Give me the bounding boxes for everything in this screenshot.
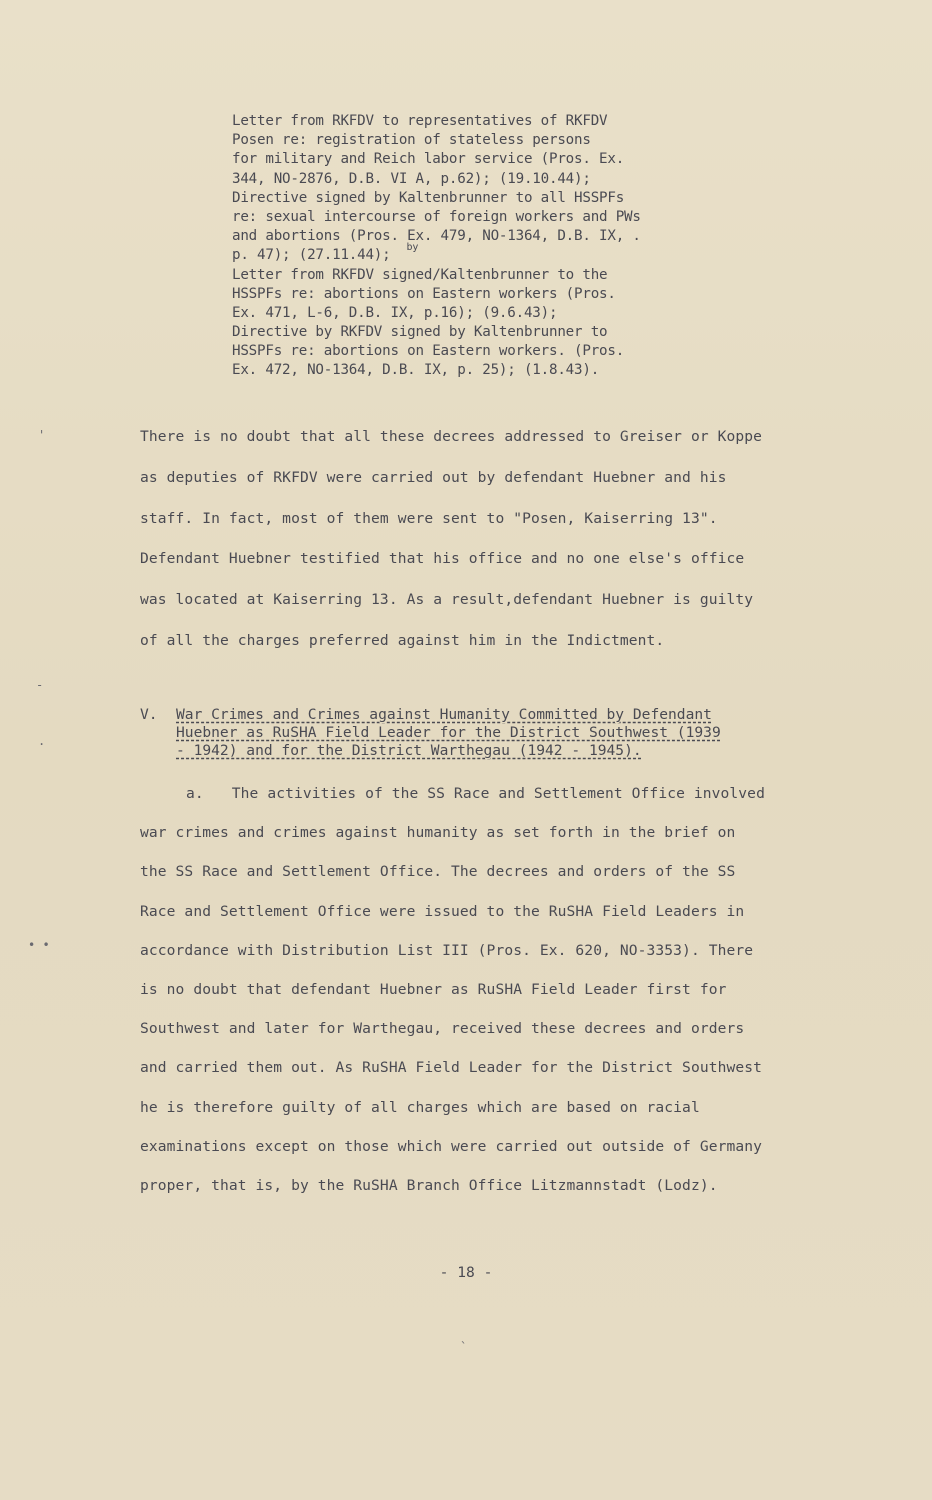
citation-line: HSSPFs re: abortions on Eastern workers. (Pros. <box>232 343 625 360</box>
citation-line: Directive by RKFDV signed by Kaltenbrunner to <box>232 324 608 341</box>
citation-line: Ex. 472, NO-1364, D.B. IX, p. 25); (1.8.43). <box>232 362 600 379</box>
citation-line: Letter from RKFDV to representatives of RKFDV <box>232 113 608 129</box>
handwritten-insertion: by <box>406 242 419 254</box>
paragraph-activities <box>140 785 830 1216</box>
paragraph-line: he is therefore guilty of all charges which are based on racial <box>140 1098 700 1116</box>
citation-line: HSSPFs re: abortions on Eastern workers (Pros. <box>232 285 616 302</box>
paragraph-conclusion <box>140 428 830 673</box>
margin-mark: • • <box>28 938 50 952</box>
heading-text: War Crimes and Crimes against Humanity Committed by Defendant <box>176 706 712 723</box>
citation-line: for military and Reich labor service (Pros. Ex. <box>232 151 625 168</box>
heading-text: Huebner as RuSHA Field Leader for the District Southwest (1939 <box>176 724 721 741</box>
paragraph-line: and carried them out. As RuSHA Field Leader for the District Southwest <box>140 1059 763 1077</box>
paragraph-line: accordance with Distribution List III (Pros. Ex. 620, NO-3353). There <box>140 941 754 959</box>
margin-mark: - <box>36 678 44 692</box>
citation-block <box>232 112 732 381</box>
paragraph-line: of all the charges preferred against him in the Indictment. <box>140 631 665 649</box>
citation-line: and abortions (Pros. Ex. 479, NO-1364, D.B. IX, . <box>232 228 641 245</box>
paragraph-line: was located at Kaiserring 13. As a result,defendant Huebner is guilty <box>140 591 754 609</box>
margin-mark: . <box>38 734 46 748</box>
paragraph-line: proper, that is, by the RuSHA Branch Office Litzmannstadt (Lodz). <box>140 1176 718 1194</box>
paragraph-line: is no doubt that defendant Huebner as RuSHA Field Leader first for <box>140 980 727 998</box>
citation-line-text: p. 47); (27.11.44); <box>232 247 391 264</box>
subsection-label: a. <box>186 785 204 802</box>
citation-line: Directive signed by Kaltenbrunner to all HSSPFs <box>232 189 625 206</box>
citation-line: Letter from RKFDV signed/Kaltenbrunner to the <box>232 266 608 283</box>
paragraph-line: the SS Race and Settlement Office. The decrees and orders of the SS <box>140 863 736 881</box>
citation-line: Posen re: registration of stateless persons <box>232 132 591 149</box>
section-number: V. <box>140 706 158 723</box>
heading-text: - 1942) and for the District Warthegau (1942 - 1945). <box>176 742 642 759</box>
paragraph-line: staff. In fact, most of them were sent to "Posen, Kaiserring 13". <box>140 509 718 527</box>
paragraph-line: examinations except on those which were carried out outside of Germany <box>140 1137 763 1155</box>
citation-line: re: sexual intercourse of foreign workers and PWs <box>232 208 641 225</box>
heading-line <box>140 742 830 760</box>
margin-mark: ` <box>460 1340 468 1354</box>
section-heading <box>140 706 830 760</box>
paragraph-line <box>140 785 830 824</box>
margin-mark: ' <box>38 428 46 442</box>
heading-line <box>140 724 830 742</box>
paragraph-line: Southwest and later for Warthegau, received these decrees and orders <box>140 1020 745 1038</box>
heading-line <box>140 706 830 724</box>
citation-line <box>232 242 732 265</box>
paragraph-line-text: The activities of the SS Race and Settlement Office involved <box>231 785 765 802</box>
paragraph-line: as deputies of RKFDV were carried out by defendant Huebner and his <box>140 468 727 486</box>
paragraph-line: There is no doubt that all these decrees addressed to Greiser or Koppe <box>140 428 763 445</box>
paragraph-line: Defendant Huebner testified that his office and no one else's office <box>140 550 745 568</box>
citation-line: Ex. 471, L-6, D.B. IX, p.16); (9.6.43); <box>232 304 558 321</box>
citation-line: 344, NO-2876, D.B. VI A, p.62); (19.10.44); <box>232 170 591 187</box>
paragraph-line: Race and Settlement Office were issued to the RuSHA Field Leaders in <box>140 902 745 920</box>
paragraph-line: war crimes and crimes against humanity as set forth in the brief on <box>140 824 736 842</box>
page-number: - 18 - <box>439 1264 493 1281</box>
